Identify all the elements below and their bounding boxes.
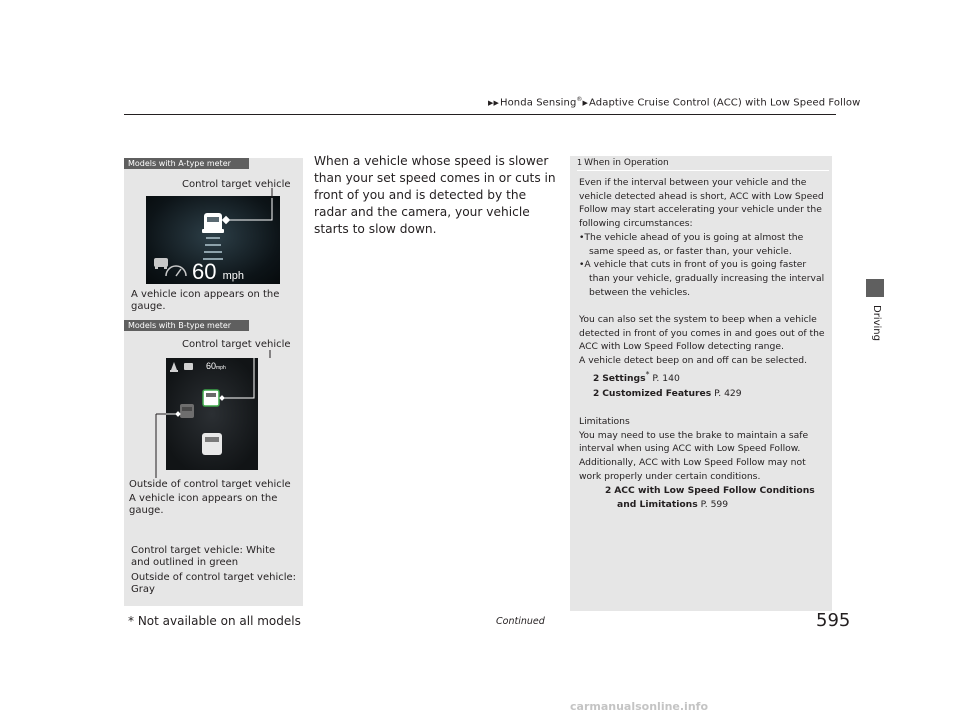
continued-label: Continued — [496, 616, 545, 627]
cross-reference-settings[interactable] — [579, 368, 829, 387]
reference-arrow-icon: 2 — [593, 388, 600, 399]
lane-markers — [203, 238, 223, 259]
note-bullet: •The vehicle ahead of you is going at almost the same speed as, or faster than, your vehicle. — [579, 231, 804, 257]
footnote: * Not available on all models — [128, 614, 301, 628]
caption-a: A vehicle icon appears on the gauge. — [131, 289, 280, 312]
label-control-target-b: Control target vehicle — [182, 339, 291, 350]
breadcrumb-section: Honda Sensing — [499, 97, 577, 109]
breadcrumb — [488, 96, 860, 108]
reference-page: P. 140 — [652, 372, 680, 384]
label-outside-target: Outside of control target vehicle — [129, 479, 291, 490]
reference-page: P. 429 — [714, 387, 742, 399]
note-paragraph: You may need to use the brake to maintain a safe interval when using ACC with Low Speed Follow. Additionally, ACC with Low Speed Follow may not work properly under certain conditions. — [579, 429, 809, 482]
note-bullet-text: A vehicle that cuts in front of you is going faster than your vehicle, gradually increasing the interval between the vehicles. — [584, 259, 825, 298]
chapter-label — [868, 305, 882, 385]
chapter-label-text: Driving — [871, 305, 882, 341]
asterisk: * — [645, 369, 650, 379]
reference-page: P. 599 — [700, 499, 729, 511]
speed-value-a: 60 — [192, 259, 217, 284]
cross-reference-conditions[interactable] — [579, 484, 829, 512]
reference-arrow-icon: 2 — [593, 373, 600, 384]
meter-display-a — [146, 196, 280, 284]
note-title: When in Operation — [584, 158, 669, 168]
note-paragraph: Even if the interval between your vehicle and the vehicle detected ahead is short, ACC with Low Speed Follow may start accelerating your vehicle under the following circumstances: — [579, 177, 824, 230]
reference-title: Customized Features — [602, 387, 712, 399]
car-icon-small — [154, 258, 168, 269]
chapter-tab — [866, 279, 884, 297]
legend-outside: Outside of control target vehicle: Gray — [131, 572, 297, 595]
spacer — [579, 401, 829, 415]
header-rule — [124, 114, 836, 115]
legend-target: Control target vehicle: White and outlined in green — [131, 545, 276, 568]
note-paragraph: You can also set the system to beep when a vehicle detected in front of you comes in and goes out of the ACC with Low Speed Follow detecting range. — [579, 314, 825, 353]
limitations-heading: Limitations — [579, 415, 630, 427]
triangle-icon: ▶ — [582, 99, 589, 108]
leader-line-a-top — [270, 188, 274, 198]
spacer — [579, 299, 829, 313]
reference-title: ACC with Low Speed Follow Conditions and Limitations — [614, 484, 815, 511]
speed-readout-a — [192, 259, 244, 284]
model-tag-a: Models with A-type meter — [124, 158, 249, 169]
page-number: 595 — [816, 610, 851, 631]
note-rule — [577, 170, 829, 171]
registered-mark: ® — [576, 96, 583, 103]
note-bullet-text: The vehicle ahead of you is going at almost the same speed as, or faster than, your vehicle. — [584, 231, 804, 257]
model-tag-b: Models with B-type meter — [124, 320, 249, 331]
triangle-icon: ▶▶ — [488, 99, 499, 108]
speed-unit-a: mph — [222, 270, 245, 282]
label-control-target-a: Control target vehicle — [182, 179, 291, 190]
note-body — [579, 176, 829, 512]
speed-value-b: 60 — [206, 361, 217, 371]
cross-reference-customized[interactable] — [579, 387, 829, 402]
note-heading — [577, 158, 669, 168]
caption-b: A vehicle icon appears on the gauge. — [129, 493, 278, 516]
watermark: carmanualsonline.info — [570, 700, 708, 713]
reference-title: Settings — [602, 372, 646, 384]
breadcrumb-topic: Adaptive Cruise Control (ACC) with Low Speed Follow — [589, 97, 861, 109]
target-vehicle-icon — [202, 213, 224, 233]
reference-arrow-icon: 2 — [605, 485, 612, 496]
note-bullet: •A vehicle that cuts in front of you is going faster than your vehicle, gradually increasing the interval between the vehicles. — [579, 259, 825, 298]
speed-unit-b: mph — [216, 365, 226, 371]
note-number-icon: 1 — [577, 158, 583, 167]
note-paragraph: A vehicle detect beep on and off can be selected. — [579, 355, 808, 367]
body-paragraph: When a vehicle whose speed is slower than your set speed comes in or cuts in front of you and is detected by the radar and the camera, your vehicle starts to slow down. — [314, 154, 556, 236]
acc-gauge-icon — [166, 266, 186, 276]
leader-lines-b — [154, 350, 274, 480]
